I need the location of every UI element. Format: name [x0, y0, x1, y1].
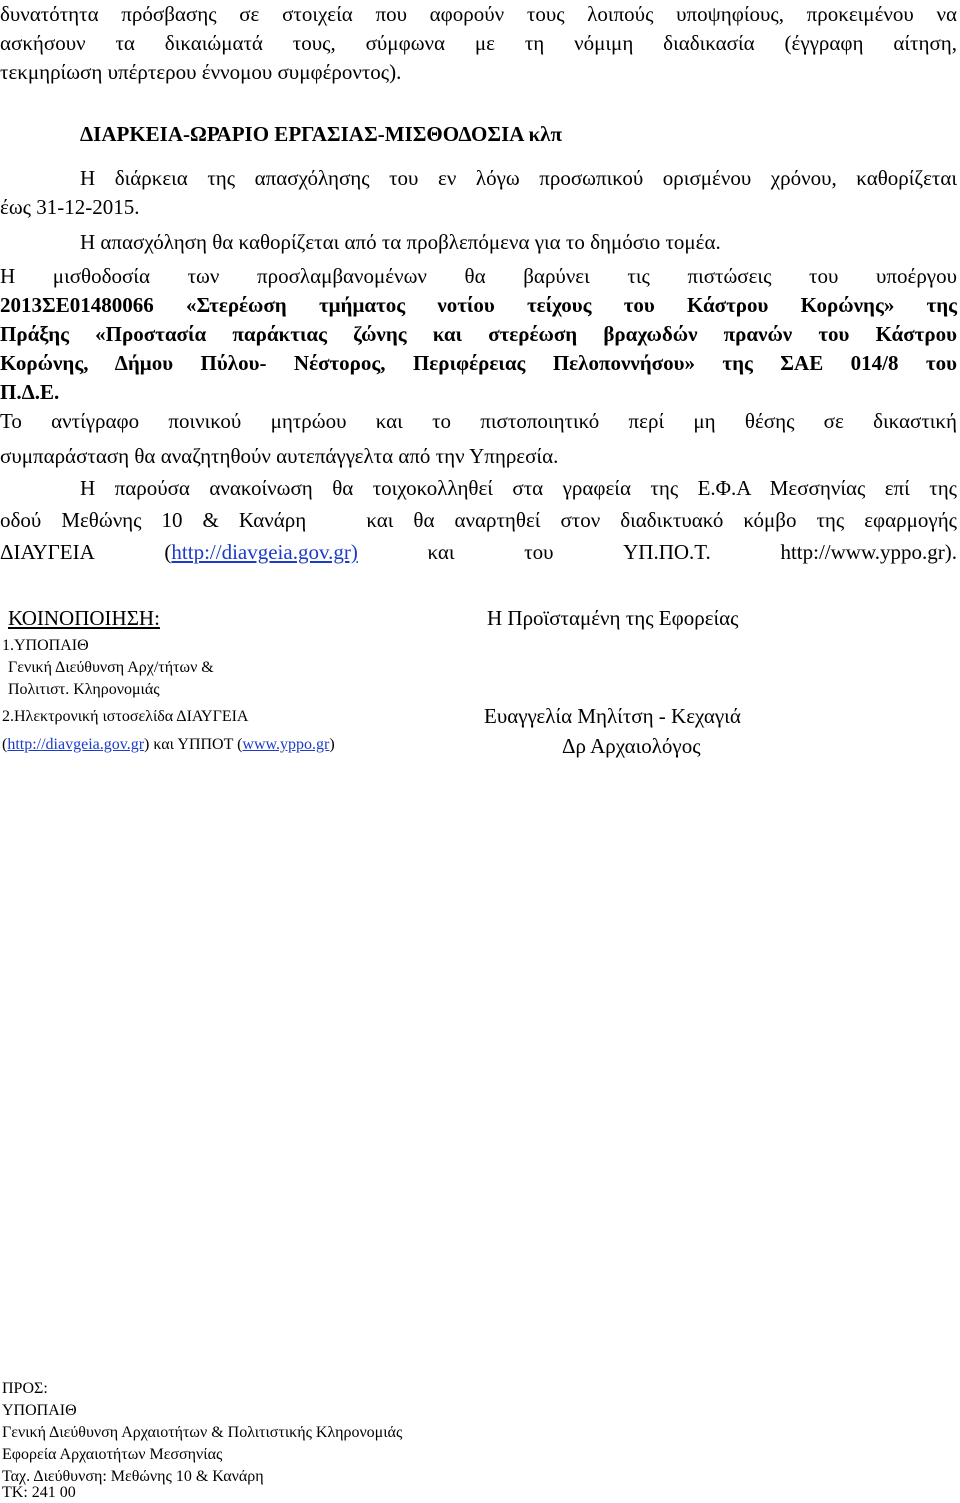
recipient-line: Εφορεία Αρχαιοτήτων Μεσσηνίας — [2, 1446, 223, 1463]
body-text-line: Η παρούσα ανακοίνωση θα τοιχοκολληθεί στα γραφεία της Ε.Φ.Α Μεσσηνίας επί της — [80, 476, 957, 500]
body-text-line: οδού Μεθώνης 10 & Κανάρη και θα αναρτηθεί στον διαδικτυακό κόμβο της εφαρμογής — [0, 508, 957, 532]
recipient-line: Γενική Διεύθυνση Αρχαιοτήτων & Πολιτιστικής Κληρονομιάς — [2, 1424, 403, 1441]
recipient-line: ΤΚ: 241 00 — [2, 1484, 76, 1501]
body-text-line: ασκήσουν τα δικαιώματά τους, σύμφωνα με τη νόμιμη διαδικασία (έγγραφη αίτηση, — [0, 31, 957, 55]
body-text-line: δυνατότητα πρόσβασης σε στοιχεία που αφορούν τους λοιπούς υποψηφίους, προκειμένου να — [0, 2, 957, 26]
body-text-line: τεκμηρίωση υπέρτερου έννομου συμφέροντος). — [0, 60, 402, 84]
body-text-line-bold: Πράξης «Προστασία παράκτιας ζώνης και στερέωση βραχωδών πρανών του Κάστρου — [0, 322, 957, 346]
notification-item-line: Γενική Διεύθυνση Αρχ/τήτων & — [8, 659, 214, 676]
word: ΥΠ.ΠΟ.Τ. — [623, 540, 711, 564]
yppo-link[interactable]: www.yppo.gr — [242, 736, 330, 753]
word: ΔΙΑΥΓΕΙΑ — [0, 540, 95, 564]
body-text-line: συμπαράσταση θα αναζητηθούν αυτεπάγγελτα από την Υπηρεσία. — [0, 444, 559, 468]
body-text-line-bold: Π.Δ.Ε. — [0, 380, 60, 404]
recipient-line: ΥΠΟΠΑΙΘ — [2, 1402, 77, 1419]
notification-item-line: (http://diavgeia.gov.gr) και ΥΠΠΟΤ (www.yppo.gr) — [2, 736, 335, 753]
recipient-label: ΠΡΟΣ: — [2, 1380, 48, 1397]
notification-item: 2.Ηλεκτρονική ιστοσελίδα ΔΙΑΥΓΕΙΑ — [2, 708, 249, 725]
body-text-line: Το αντίγραφο ποινικού μητρώου και το πιστοποιητικό περί μη θέσης σε δικαστική — [0, 409, 957, 433]
notification-heading: ΚΟΙΝΟΠΟΙΗΣΗ: — [8, 606, 160, 630]
body-text-line-bold: Κορώνης, Δήμου Πύλου- Νέστορος, Περιφέρειας Πελοποννήσου» της ΣΑΕ 014/8 του — [0, 351, 957, 375]
recipient-line: Ταχ. Διεύθυνση: Μεθώνης 10 & Κανάρη — [2, 1468, 264, 1485]
signature-title: Η Προϊσταμένη της Εφορείας — [487, 606, 739, 630]
diavgeia-link[interactable]: http://diavgeia.gov.gr) — [171, 540, 358, 564]
body-text-line-links — [0, 538, 957, 566]
body-text-line: Η απασχόληση θα καθορίζεται από τα προβλεπόμενα για το δημόσιο τομέα. — [80, 230, 721, 254]
signature-name: Ευαγγελία Μηλίτση - Κεχαγιά — [484, 704, 741, 728]
word: και — [427, 540, 455, 564]
section-heading: ΔΙΑΡΚΕΙΑ-ΩΡΑΡΙΟ ΕΡΓΑΣΙΑΣ-ΜΙΣΘΟΔΟΣΙΑ κλπ — [80, 122, 563, 146]
word-with-link: (http://diavgeia.gov.gr) — [164, 540, 358, 564]
body-text-line: έως 31-12-2015. — [0, 195, 140, 219]
notification-item: 1.ΥΠΟΠΑΙΘ — [2, 637, 89, 654]
word: http://www.yppo.gr). — [780, 540, 957, 564]
body-text-line: Η μισθοδοσία των προσλαμβανομένων θα βαρύνει τις πιστώσεις του υποέργου — [0, 264, 957, 288]
diavgeia-link[interactable]: http://diavgeia.gov.gr — [7, 736, 145, 753]
notification-item-line: Πολιτιστ. Κληρονομιάς — [8, 681, 160, 698]
word: του — [524, 540, 554, 564]
signature-role: Δρ Αρχαιολόγος — [562, 734, 701, 758]
body-text-line: Η διάρκεια της απασχόλησης του εν λόγω προσωπικού ορισμένου χρόνου, καθορίζεται — [80, 166, 957, 190]
body-text-line-bold: 2013ΣΕ01480066 «Στερέωση τμήματος νοτίου τείχους του Κάστρου Κορώνης» της — [0, 293, 957, 317]
